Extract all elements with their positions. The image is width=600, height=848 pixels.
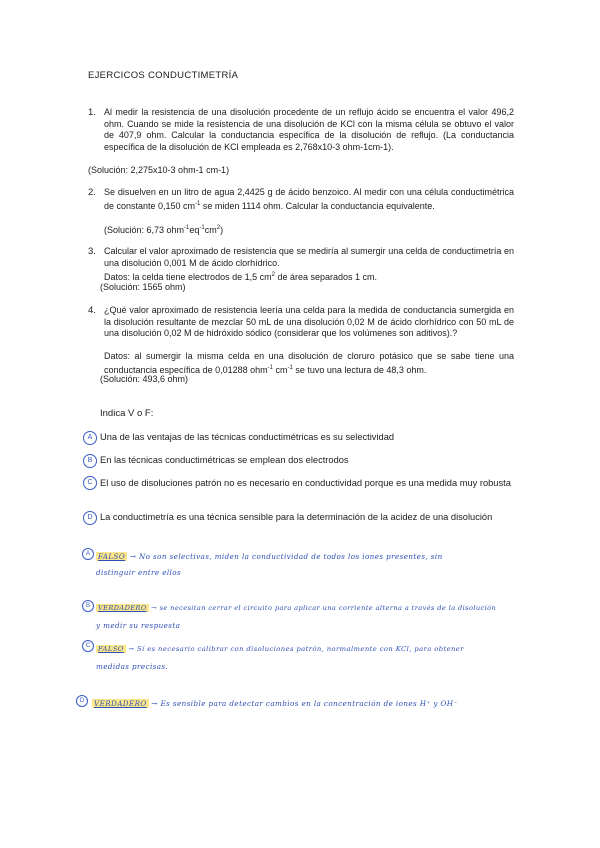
- answer-a-marker: A: [82, 548, 94, 560]
- vf-instructions: Indica V o F:: [100, 408, 154, 419]
- exercise-2-text: Se disuelven en un litro de agua 2,4425 g de ácido benzoico. Al medir con una célula conductimétrica de constante 0,150 $cm^{-1}$ se miden 1114 ohm. Calcular la conductancia equivalente.: [104, 187, 514, 211]
- exercise-4-number: 4.: [88, 305, 96, 316]
- statement-c-marker: C: [83, 476, 97, 490]
- exercise-2-number: 2.: [88, 187, 96, 198]
- exercise-3-number: 3.: [88, 246, 96, 257]
- exercise-1-number: 1.: [88, 107, 96, 118]
- exercise-3-data: Datos: la celda tiene electrodos de 1,5 $cm^2$ de área separados 1 cm.: [104, 272, 378, 282]
- document-title: EJERCICOS CONDUCTIMETRÍA: [88, 70, 239, 81]
- statement-c-text: El uso de disoluciones patrón no es necesario en conductividad porque es una medida muy robusta: [100, 478, 511, 488]
- answer-d-line1: VERDADERO → Es sensible para detectar cambios en la concentración de iones H⁺ y OH⁻: [94, 699, 458, 708]
- statement-b-text: En las técnicas conductimétricas se emplean dos electrodos: [100, 455, 349, 465]
- exercise-4-solution: (Solución: 493,6 ohm): [100, 374, 189, 384]
- answer-b-marker: B: [82, 600, 94, 612]
- exercise-2-solution: (Solución: 6,73 $ohm^{-1}eq^{-1}cm^2$): [104, 225, 224, 235]
- statement-d-text: La conductimetría es una técnica sensible para la determinación de la acidez de una disolución: [100, 512, 493, 522]
- statement-a-text: Una de las ventajas de las técnicas conductimétricas es su selectividad: [100, 432, 395, 442]
- exercise-3-solution: (Solución: 1565 ohm): [100, 282, 186, 292]
- answer-b-line1: VERDADERO → se necesitan cerrar el circuito para aplicar una corriente alterna a través de la disolución: [98, 604, 497, 612]
- statement-d-marker: D: [83, 511, 97, 525]
- answer-c-line1: FALSO → Sí es necesario calibrar con disoluciones patrón, normalmente con KCl, para obtener: [98, 645, 464, 653]
- answer-a-line1: FALSO → No son selectivas, miden la conductividad de todos los iones presentes, sin: [98, 552, 443, 561]
- statement-b-marker: B: [83, 454, 97, 468]
- answer-b-line2: y medir su respuesta: [96, 621, 181, 630]
- answer-c-marker: C: [82, 640, 94, 652]
- exercise-4-data: Datos: al sumergir la misma celda en una disolución de cloruro potásico que se sabe tiene una conductancia específica de 0,01288 ohm$^{-1}$ $cm^{-1}$ se tuvo una lectura de 48,3 ohm.: [104, 351, 514, 375]
- answer-a-line2: distinguir entre ellos: [96, 568, 182, 577]
- exercise-1-text: Al medir la resistencia de una disolución procedente de un reflujo ácido se encuentra el valor 496,2 ohm. Cuando se mide la resistencia de una disolución de KCl con la misma célula se obtuvo el valor de 407,9 ohm. Calcular la conductancia específica de la disolución de reflujo. (La conductancia específica de la disolución de KCl empleada es 2,768x10-3 ohm-1cm-1).: [104, 107, 514, 152]
- answer-c-line2: medidas precisas.: [96, 662, 169, 671]
- exercise-3-text: Calcular el valor aproximado de resistencia que se mediría al sumergir una celda de conductimetría en una disolución 0,001 M de ácido clorhídrico.: [104, 246, 514, 268]
- exercise-1-solution: (Solución: 2,275x10-3 ohm-1 cm-1): [88, 165, 230, 175]
- answer-d-marker: D: [76, 695, 88, 707]
- exercise-4-text: ¿Qué valor aproximado de resistencia leería una celda para la medida de conductancia sumergida en la disolución resultante de mezclar 50 mL de una disolución 0,02 M de ácido clorhídrico con 50 mL de una disolución 0,02 M de hidróxido sódico (considerar que los volúmenes son aditivos).?: [104, 305, 514, 339]
- statement-a-marker: A: [83, 431, 97, 445]
